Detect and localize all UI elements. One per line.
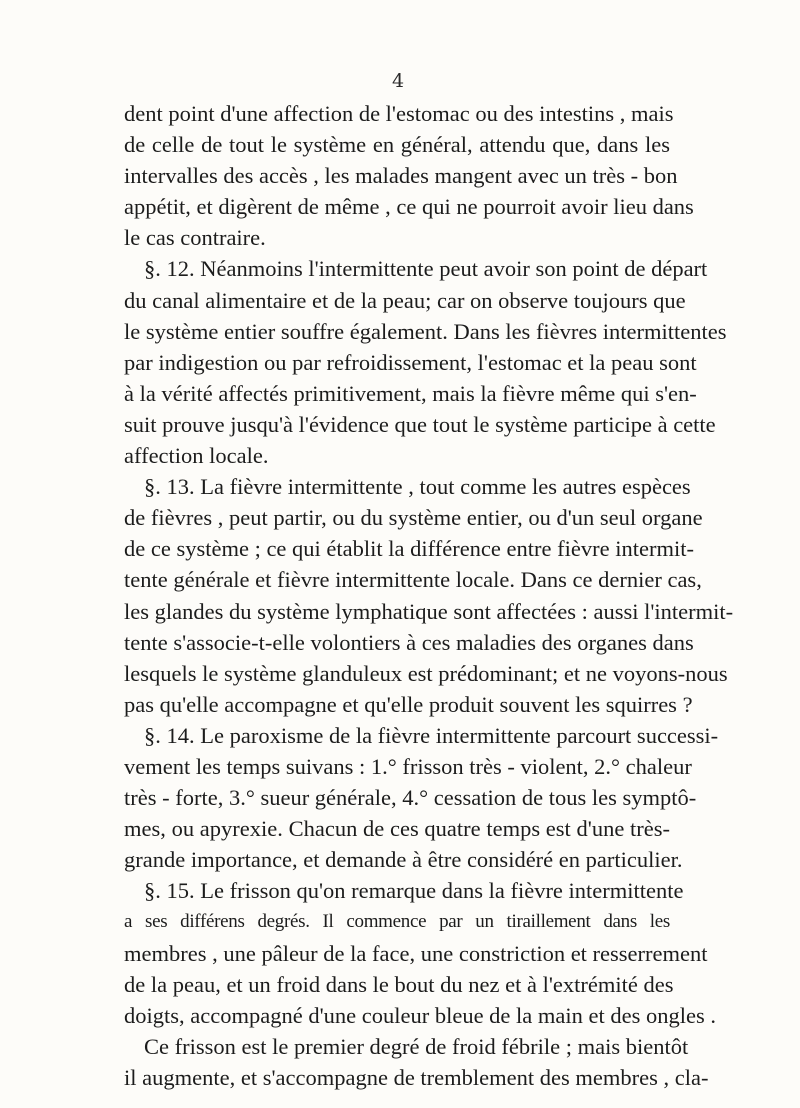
- text-line: le cas contraire.: [124, 225, 266, 251]
- text-line: affection locale.: [124, 443, 269, 469]
- text-line: il augmente, et s'accompagne de tremblement des membres , cla-: [124, 1064, 709, 1090]
- text-line: doigts, accompagné d'une couleur bleue de la main et des ongles .: [124, 1002, 716, 1028]
- text-line: vement les temps suivans : 1.° frisson très - violent, 2.° chaleur: [124, 753, 692, 779]
- text-line: de la peau, et un froid dans le bout du nez et à l'extrémité des: [124, 971, 674, 997]
- text-line: pas qu'elle accompagne et qu'elle produit souvent les squirres ?: [124, 691, 693, 717]
- text-line: membres , une pâleur de la face, une constriction et resserrement: [124, 940, 708, 966]
- text-line: grande importance, et demande à être considéré en particulier.: [124, 847, 683, 873]
- paragraph-15-start: §. 15. Le frisson qu'on remarque dans la fièvre intermittente: [144, 878, 684, 904]
- text-line: lesquels le système glanduleux est prédominant; et ne voyons-nous: [124, 660, 728, 686]
- text-line: de fièvres , peut partir, ou du système entier, ou d'un seul organe: [124, 505, 703, 531]
- text-line: appétit, et digèrent de même , ce qui ne pourroit avoir lieu dans: [124, 194, 694, 220]
- text-line: par indigestion ou par refroidissement, l'estomac et la peau sont: [124, 349, 697, 375]
- text-line: de celle de tout le système en général, attendu que, dans les: [124, 132, 670, 158]
- paragraph-13-start: §. 13. La fièvre intermittente , tout comme les autres espèces: [144, 474, 691, 500]
- text-line: le système entier souffre également. Dans les fièvres intermittentes: [124, 318, 727, 344]
- text-line: tente s'associe-t-elle volontiers à ces maladies des organes dans: [124, 629, 694, 655]
- text-line: à la vérité affectés primitivement, mais la fièvre même qui s'en-: [124, 380, 697, 406]
- text-line: intervalles des accès , les malades mangent avec un très - bon: [124, 163, 678, 189]
- body-text: [124, 98, 734, 1093]
- text-line: du canal alimentaire et de la peau; car on observe toujours que: [124, 287, 686, 313]
- page-number: 4: [392, 70, 405, 92]
- paragraph-14-start: §. 14. Le paroxisme de la fièvre intermittente parcourt successi-: [144, 722, 719, 748]
- text-line: très - forte, 3.° sueur générale, 4.° cessation de tous les symptô-: [124, 785, 697, 811]
- paragraph-12-start: §. 12. Néanmoins l'intermittente peut avoir son point de départ: [144, 256, 708, 282]
- text-line: suit prouve jusqu'à l'évidence que tout le système participe à cette: [124, 411, 716, 437]
- text-line: les glandes du système lymphatique sont affectées : aussi l'intermit-: [124, 598, 734, 624]
- text-line: tente générale et fièvre intermittente locale. Dans ce dernier cas,: [124, 567, 702, 593]
- text-line: de ce système ; ce qui établit la différence entre fièvre intermit-: [124, 536, 694, 562]
- text-line: a ses différens degrés. Il commence par un tiraillement dans les: [124, 911, 670, 933]
- text-line: dent point d'une affection de l'estomac ou des intestins , mais: [124, 101, 674, 126]
- text-line: mes, ou apyrexie. Chacun de ces quatre temps est d'une très-: [124, 816, 670, 842]
- text-line: Ce frisson est le premier degré de froid fébrile ; mais bientôt: [144, 1033, 689, 1059]
